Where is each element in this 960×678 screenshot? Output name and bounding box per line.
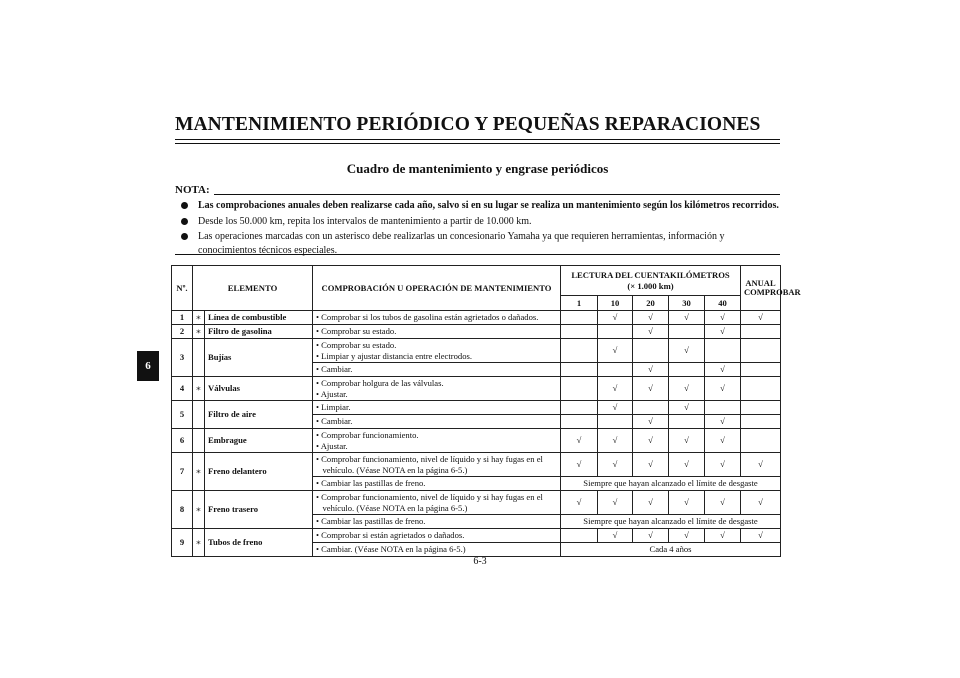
asterisk-mark: ∗	[193, 311, 205, 325]
check-mark: √	[669, 453, 705, 477]
operation-cell	[313, 401, 561, 415]
item-name: Filtro de aire	[205, 401, 313, 429]
nota-item	[175, 199, 785, 213]
item-name: Válvulas	[205, 377, 313, 401]
header-no: Nº.	[172, 266, 193, 311]
nota-list	[175, 199, 785, 259]
header-odometer-line1: LECTURA DEL CUENTAKILÓMETROS	[571, 270, 730, 280]
nota-text: Las comprobaciones anuales deben realizarse cada año, salvo si en su lugar se realiza un mantenimiento según los kilómetros recorridos.	[198, 200, 779, 211]
asterisk-mark	[193, 401, 205, 429]
check-mark: √	[561, 429, 598, 453]
item-name: Tubos de freno	[205, 529, 313, 557]
check-mark: √	[741, 311, 781, 325]
nota-item	[175, 215, 785, 229]
bullet-icon	[181, 218, 188, 225]
empty-cell	[741, 363, 781, 377]
check-mark: √	[633, 363, 669, 377]
operation-cell	[313, 339, 561, 363]
check-mark: √	[741, 491, 781, 515]
empty-cell	[741, 415, 781, 429]
check-mark: √	[633, 377, 669, 401]
interval-note: Siempre que hayan alcanzado el límite de desgaste	[561, 477, 781, 491]
row-number: 6	[172, 429, 193, 453]
header-km: 30	[669, 296, 705, 311]
maintenance-table	[171, 265, 801, 557]
check-mark: √	[598, 311, 633, 325]
header-annual-line1: ANUAL	[745, 278, 776, 288]
nota-rule	[214, 194, 780, 195]
check-mark: √	[633, 529, 669, 543]
table-row	[172, 491, 781, 515]
check-mark: √	[633, 491, 669, 515]
operation-line: • Comprobar si los tubos de gasolina están agrietados o dañados.	[316, 312, 539, 323]
check-mark: √	[561, 491, 598, 515]
operation-cell	[313, 543, 561, 557]
interval-note: Cada 4 años	[561, 543, 781, 557]
empty-cell	[561, 377, 598, 401]
item-name: Bujías	[205, 339, 313, 377]
check-mark: √	[705, 491, 741, 515]
table-row	[172, 325, 781, 339]
chapter-tab: 6	[137, 351, 159, 381]
table-row	[172, 453, 781, 477]
header-km: 40	[705, 296, 741, 311]
check-mark: √	[705, 429, 741, 453]
operation-line: • Ajustar.	[316, 440, 348, 451]
empty-cell	[561, 415, 598, 429]
header-annual-line2: COMPROBAR	[744, 287, 801, 297]
check-mark: √	[561, 453, 598, 477]
check-mark: √	[705, 453, 741, 477]
asterisk-mark	[193, 429, 205, 453]
empty-cell	[741, 339, 781, 363]
empty-cell	[561, 401, 598, 415]
check-mark: √	[598, 453, 633, 477]
empty-cell	[633, 401, 669, 415]
operation-line: • Cambiar las pastillas de freno.	[316, 478, 426, 489]
operation-line: • Comprobar funcionamiento, nivel de líquido y si hay fugas en el	[316, 492, 543, 502]
row-number: 3	[172, 339, 193, 377]
operation-cell	[313, 415, 561, 429]
empty-cell	[705, 339, 741, 363]
item-name: Freno delantero	[205, 453, 313, 491]
check-mark: √	[705, 377, 741, 401]
check-mark: √	[705, 311, 741, 325]
empty-cell	[561, 339, 598, 363]
empty-cell	[598, 325, 633, 339]
empty-cell	[741, 325, 781, 339]
table-row	[172, 377, 781, 401]
row-number: 5	[172, 401, 193, 429]
operation-line: vehículo. (Véase NOTA en la página 6-5.)	[316, 502, 468, 513]
operation-cell	[313, 429, 561, 453]
section-title: Cuadro de mantenimiento y engrase periódicos	[346, 161, 609, 176]
operation-line: • Comprobar funcionamiento, nivel de líquido y si hay fugas en el	[316, 454, 543, 464]
page-title: MANTENIMIENTO PERIÓDICO Y PEQUEÑAS REPARACIONES	[175, 114, 761, 135]
page-number: 6-3	[473, 556, 487, 567]
empty-cell	[669, 363, 705, 377]
item-name: Embrague	[205, 429, 313, 453]
check-mark: √	[633, 429, 669, 453]
header-km: 10	[598, 296, 633, 311]
check-mark: √	[705, 415, 741, 429]
asterisk-mark: ∗	[193, 325, 205, 339]
operation-cell	[313, 529, 561, 543]
table-row	[172, 339, 781, 363]
operation-line: • Limpiar.	[316, 402, 351, 413]
operation-line: • Ajustar.	[316, 388, 348, 399]
check-mark: √	[598, 401, 633, 415]
header-km: 20	[633, 296, 669, 311]
operation-cell	[313, 311, 561, 325]
operation-line: • Limpiar y ajustar distancia entre electrodos.	[316, 350, 472, 361]
operation-line: • Comprobar funcionamiento.	[316, 430, 419, 440]
operation-cell	[313, 491, 561, 515]
check-mark: √	[633, 311, 669, 325]
empty-cell	[561, 529, 598, 543]
empty-cell	[561, 325, 598, 339]
check-mark: √	[598, 339, 633, 363]
row-number: 8	[172, 491, 193, 529]
empty-cell	[561, 363, 598, 377]
asterisk-mark	[193, 339, 205, 377]
table-row	[172, 529, 781, 543]
header-annual	[741, 266, 801, 311]
check-mark: √	[741, 453, 781, 477]
operation-cell	[313, 515, 561, 529]
bullet-icon	[181, 202, 188, 209]
table-row	[172, 401, 781, 415]
asterisk-mark: ∗	[193, 529, 205, 557]
empty-cell	[598, 415, 633, 429]
check-mark: √	[669, 311, 705, 325]
check-mark: √	[598, 429, 633, 453]
row-number: 7	[172, 453, 193, 491]
operation-line: • Comprobar si están agrietados o dañados.	[316, 530, 465, 541]
empty-cell	[741, 429, 781, 453]
header-km: 1	[561, 296, 598, 311]
operation-line: • Comprobar su estado.	[316, 340, 397, 350]
check-mark: √	[669, 401, 705, 415]
empty-cell	[561, 311, 598, 325]
empty-cell	[741, 377, 781, 401]
check-mark: √	[705, 363, 741, 377]
empty-cell	[741, 401, 781, 415]
item-name: Filtro de gasolina	[205, 325, 313, 339]
operation-line: • Comprobar holgura de las válvulas.	[316, 378, 444, 388]
empty-cell	[705, 401, 741, 415]
check-mark: √	[598, 491, 633, 515]
row-number: 1	[172, 311, 193, 325]
operation-line: • Comprobar su estado.	[316, 326, 397, 337]
asterisk-mark: ∗	[193, 491, 205, 529]
operation-line: • Cambiar. (Véase NOTA en la página 6-5.)	[316, 544, 466, 555]
header-odometer	[561, 266, 741, 296]
nota-end-rule	[175, 254, 780, 255]
operation-cell	[313, 477, 561, 491]
empty-cell	[669, 325, 705, 339]
operation-line: • Cambiar.	[316, 416, 353, 427]
check-mark: √	[633, 453, 669, 477]
asterisk-mark: ∗	[193, 377, 205, 401]
nota-text: Las operaciones marcadas con un asterisco debe realizarlas un concesionario Yamaha ya que requieren herramientas, información y conocimientos técnicos especiales.	[198, 231, 725, 256]
table-row	[172, 311, 781, 325]
asterisk-mark: ∗	[193, 453, 205, 491]
operation-line: • Cambiar.	[316, 364, 353, 375]
operation-cell	[313, 363, 561, 377]
check-mark: √	[669, 429, 705, 453]
check-mark: √	[633, 325, 669, 339]
check-mark: √	[741, 529, 781, 543]
operation-cell	[313, 325, 561, 339]
empty-cell	[598, 363, 633, 377]
row-number: 4	[172, 377, 193, 401]
operation-line: vehículo. (Véase NOTA en la página 6-5.)	[316, 464, 468, 475]
title-rule	[175, 139, 780, 140]
header-odometer-line2: (× 1.000 km)	[627, 280, 674, 291]
title-rule-thin	[175, 143, 780, 144]
check-mark: √	[669, 491, 705, 515]
header-item: ELEMENTO	[193, 266, 313, 311]
operation-line: • Cambiar las pastillas de freno.	[316, 516, 426, 527]
bullet-icon	[181, 233, 188, 240]
check-mark: √	[669, 377, 705, 401]
check-mark: √	[705, 325, 741, 339]
check-mark: √	[705, 529, 741, 543]
nota-text: Desde los 50.000 km, repita los intervalos de mantenimiento a partir de 10.000 km.	[198, 215, 532, 227]
operation-cell	[313, 453, 561, 477]
check-mark: √	[669, 529, 705, 543]
nota-label: NOTA:	[175, 184, 210, 196]
nota-item	[175, 230, 785, 257]
table-row	[172, 429, 781, 453]
row-number: 2	[172, 325, 193, 339]
operation-cell	[313, 377, 561, 401]
check-mark: √	[598, 377, 633, 401]
interval-note: Siempre que hayan alcanzado el límite de desgaste	[561, 515, 781, 529]
empty-cell	[633, 339, 669, 363]
item-name: Línea de combustible	[205, 311, 313, 325]
check-mark: √	[598, 529, 633, 543]
empty-cell	[669, 415, 705, 429]
check-mark: √	[669, 339, 705, 363]
check-mark: √	[633, 415, 669, 429]
header-check: COMPROBACIÓN U OPERACIÓN DE MANTENIMIENTO	[313, 266, 561, 311]
item-name: Freno trasero	[205, 491, 313, 529]
row-number: 9	[172, 529, 193, 557]
